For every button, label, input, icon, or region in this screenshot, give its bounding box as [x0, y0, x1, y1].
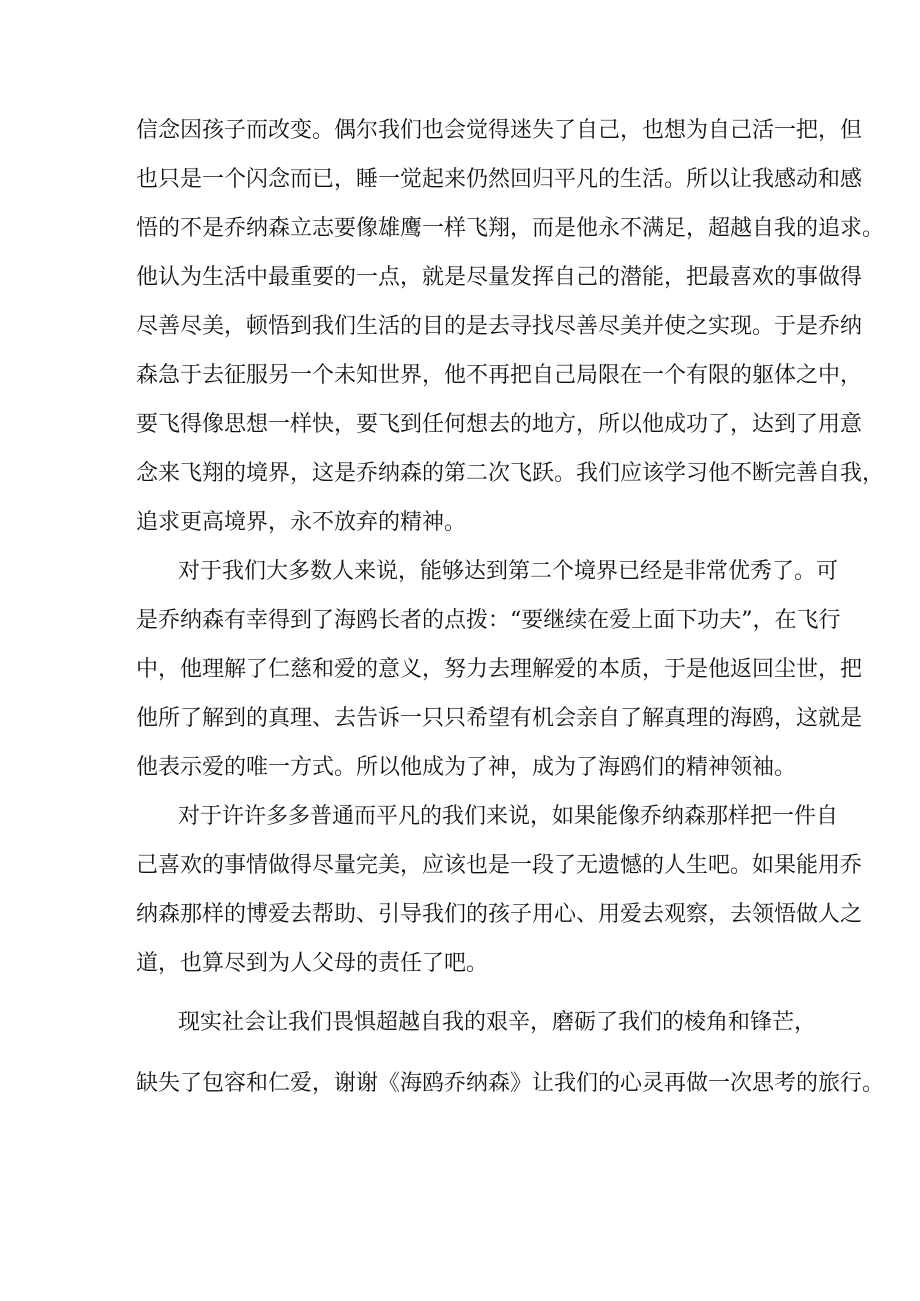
text-line: 也只是一个闪念而已，睡一觉起来仍然回归平凡的生活。所以让我感动和感 [136, 167, 863, 192]
text-line: 念来飞翔的境界，这是乔纳森的第二次飞跃。我们应该学习他不断完善自我， [136, 461, 885, 486]
paragraph-start-line: 对于我们大多数人来说，能够达到第二个境界已经是非常优秀了。可 [178, 559, 839, 584]
text-line: 追求更高境界，永不放弃的精神。 [136, 510, 467, 535]
text-line: 他表示爱的唯一方式。所以他成为了神，成为了海鸥们的精神领袖。 [136, 755, 797, 780]
text-line: 要飞得像思想一样快，要飞到任何想去的地方，所以他成功了，达到了用意 [136, 412, 863, 437]
text-line: 是乔纳森有幸得到了海鸥长者的点拨：“要继续在爱上面下功夫”，在飞行 [136, 608, 841, 633]
text-line: 缺失了包容和仁爱，谢谢《海鸥乔纳森》让我们的心灵再做一次思考的旅行。 [136, 1071, 885, 1096]
text-line: 信念因孩子而改变。偶尔我们也会觉得迷失了自己，也想为自己活一把，但 [136, 118, 863, 143]
text-line: 悟的不是乔纳森立志要像雄鹰一样飞翔，而是他永不满足，超越自我的追求。 [136, 216, 885, 241]
text-line: 尽善尽美，顿悟到我们生活的目的是去寻找尽善尽美并使之实现。于是乔纳 [136, 314, 863, 339]
text-line: 己喜欢的事情做得尽量完美，应该也是一段了无遗憾的人生吧。如果能用乔 [136, 853, 863, 878]
text-line: 道，也算尽到为人父母的责任了吧。 [136, 951, 489, 976]
text-line: 森急于去征服另一个未知世界，他不再把自己局限在一个有限的躯体之中， [136, 363, 863, 388]
text-line: 他认为生活中最重要的一点，就是尽量发挥自己的潜能，把最喜欢的事做得 [136, 265, 863, 290]
text-line: 他所了解到的真理、去告诉一只只希望有机会亲自了解真理的海鸥，这就是 [136, 706, 863, 731]
paragraph-start-line: 现实社会让我们畏惧超越自我的艰辛，磨砺了我们的棱角和锋芒， [178, 1010, 817, 1035]
paragraph-start-line: 对于许许多多普通而平凡的我们来说，如果能像乔纳森那样把一件自 [178, 804, 839, 829]
text-line: 中，他理解了仁慈和爱的意义，努力去理解爱的本质，于是他返回尘世，把 [136, 657, 863, 682]
text-line: 纳森那样的博爱去帮助、引导我们的孩子用心、用爱去观察，去领悟做人之 [136, 902, 863, 927]
